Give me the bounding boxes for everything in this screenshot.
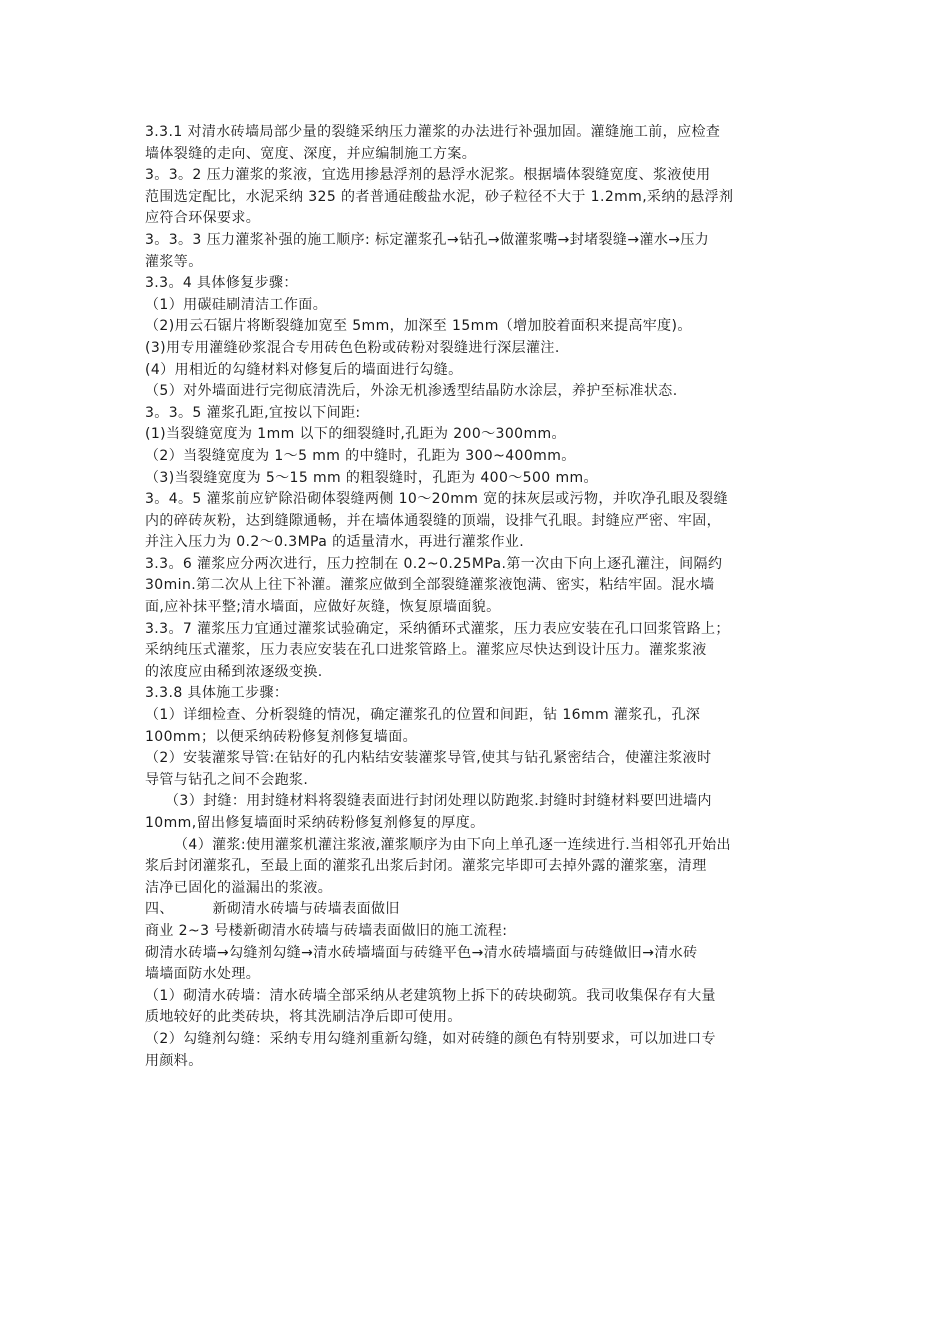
text-line: 100mm；以便采纳砖粉修复剂修复墙面。: [145, 728, 417, 745]
text-line: 洁净已固化的溢漏出的浆液。: [145, 879, 333, 896]
text-line: 质地较好的此类砖块，将其洗刷洁净后即可使用。: [145, 1009, 462, 1026]
text-line: 内的碎砖灰粉，达到缝隙通畅，并在墙体通裂缝的顶端，设排气孔眼。封缝应严密、牢固，: [145, 512, 721, 529]
text-line: （2）勾缝剂勾缝：采纳专用勾缝剂重新勾缝，如对砖缝的颜色有特别要求，可以加进口专: [145, 1030, 716, 1047]
text-line: 3。3。2 压力灌浆的浆液，宜选用掺悬浮剂的悬浮水泥浆。根据墙体裂缝宽度、浆液使用: [145, 167, 711, 184]
text-line: 30min.第二次从上往下补灌。灌浆应做到全部裂缝灌浆液饱满、密实，粘结牢固。混水墙: [145, 577, 715, 594]
text-line: 导管与钻孔之间不会跑浆.: [145, 771, 309, 788]
text-line: （1）用碳硅刷清洁工作面。: [145, 296, 328, 313]
text-line: 3。3。3 压力灌浆补强的施工顺序: 标定灌浆孔→钻孔→做灌浆嘴→封堵裂缝→灌水→压力: [145, 231, 710, 248]
section-heading: 四、 新砌清水砖墙与砖墙表面做旧: [145, 901, 400, 918]
text-line: （2）当裂缝宽度为 1～5 mm 的中缝时，孔距为 300~400mm。: [145, 447, 576, 464]
text-line: （3)当裂缝宽度为 5～15 mm 的粗裂缝时，孔距为 400～500 mm。: [145, 469, 598, 486]
text-line: （2)用云石锯片将断裂缝加宽至 5mm，加深至 15mm（增加胶着面积来提高牢度)。: [145, 318, 692, 335]
text-line: 墙体裂缝的走向、宽度、深度，并应编制施工方案。: [145, 145, 477, 162]
text-line: （4）灌浆:使用灌浆机灌注浆液,灌浆顺序为由下向上单孔逐一连续进行.当相邻孔开始出: [174, 836, 731, 853]
text-line: （5）对外墙面进行完彻底清洗后，外涂无机渗透型结晶防水涂层，养护至标准状态.: [145, 383, 678, 400]
text-line: (1)当裂缝宽度为 1mm 以下的细裂缝时,孔距为 200～300mm。: [145, 426, 566, 443]
text-line: 3。3。5 灌浆孔距,宜按以下间距:: [145, 404, 361, 421]
text-line: 应符合环保要求。: [145, 210, 261, 227]
text-line: 并注入压力为 0.2～0.3MPa 的适量清水，再进行灌浆作业.: [145, 534, 525, 551]
text-line: （1）砌清水砖墙：清水砖墙全部采纳从老建筑物上拆下的砖块砌筑。我司收集保存有大量: [145, 987, 716, 1004]
text-line: 采纳纯压式灌浆，压力表应安装在孔口进浆管路上。灌浆应尽快达到设计压力。灌浆浆液: [145, 642, 707, 659]
text-line: 3.3。6 灌浆应分两次进行，压力控制在 0.2~0.25MPa.第一次由下向上逐孔灌注，间隔约: [145, 555, 723, 572]
text-line: 3.3.8 具体施工步骤：: [145, 685, 289, 702]
text-line: 3。4。5 灌浆前应铲除沿砌体裂缝两侧 10～20mm 宽的抹灰层或污物，并吹净孔眼及裂缝: [145, 491, 728, 508]
text-line: 用颜料。: [145, 1052, 203, 1069]
text-line: 3.3。4 具体修复步骤：: [145, 275, 298, 292]
text-line: 3.3。7 灌浆压力宜通过灌浆试验确定，采纳循环式灌浆，压力表应安装在孔口回浆管路上；: [145, 620, 730, 637]
text-line: 浆后封闭灌浆孔，至最上面的灌浆孔出浆后封闭。灌浆完毕即可去掉外露的灌浆塞，清理: [145, 858, 707, 875]
text-line: 10mm,留出修复墙面时采纳砖粉修复剂修复的厚度。: [145, 815, 485, 831]
text-line: 墙墙面防水处理。: [145, 966, 261, 983]
text-line: 3.3.1 对清水砖墙局部少量的裂缝采纳压力灌浆的办法进行补强加固。灌缝施工前，应检查: [145, 124, 721, 140]
text-line: 灌浆等。: [145, 253, 203, 270]
text-line: 范围选定配比，水泥采纳 325 的者普通硅酸盐水泥，砂子粒径不大于 1.2mm,采纳的悬浮剂: [145, 188, 734, 205]
text-line: （1）详细检查、分析裂缝的情况，确定灌浆孔的位置和间距，钻 16mm 灌浆孔，孔深: [145, 707, 701, 724]
document-body: [145, 122, 813, 1072]
text-line: (4）用相近的勾缝材料对修复后的墙面进行勾缝。: [145, 361, 463, 378]
text-line: （2）安装灌浆导管:在钻好的孔内粘结安装灌浆导管,使其与钻孔紧密结合，使灌注浆液时: [145, 750, 712, 767]
text-line: 砌清水砖墙→勾缝剂勾缝→清水砖墙墙面与砖缝平色→清水砖墙墙面与砖缝做旧→清水砖: [145, 944, 698, 961]
text-line: 商业 2~3 号楼新砌清水砖墙与砖墙表面做旧的施工流程:: [145, 922, 508, 939]
text-line: （3）封缝：用封缝材料将裂缝表面进行封闭处理以防跑浆.封缝时封缝材料要凹进墙内: [165, 793, 712, 810]
text-line: 面,应补抹平整;清水墙面，应做好灰缝，恢复原墙面貌。: [145, 599, 501, 616]
text-line: (3)用专用灌缝砂浆混合专用砖色色粉或砖粉对裂缝进行深层灌注.: [145, 339, 560, 356]
text-line: 的浓度应由稀到浓逐级变换.: [145, 663, 323, 680]
